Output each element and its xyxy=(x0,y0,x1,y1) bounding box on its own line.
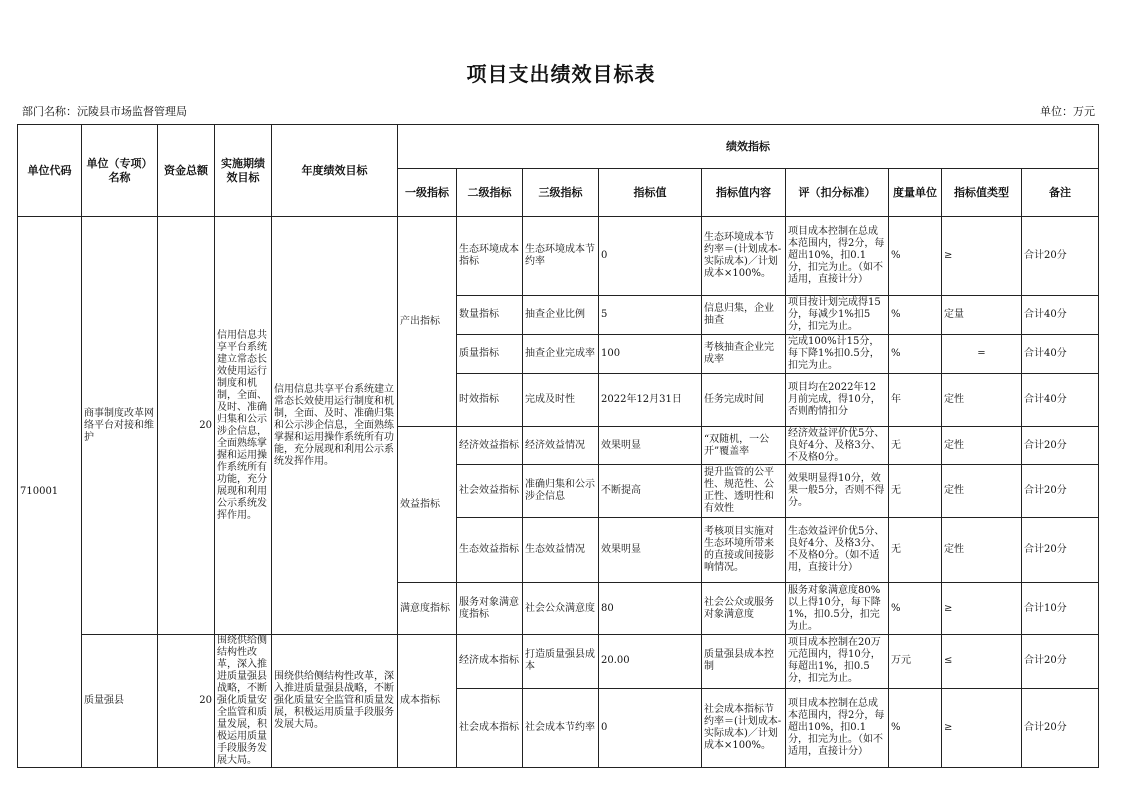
value-type-cell: 定性 xyxy=(942,374,1022,427)
level2-cell: 经济成本指标 xyxy=(457,635,523,689)
level1-satisfaction-cell: 满意度指标 xyxy=(398,583,457,635)
level3-cell: 完成及时性 xyxy=(523,374,599,427)
value-cell: 不断提高 xyxy=(599,465,702,518)
performance-target-table xyxy=(17,124,1099,768)
value-type-cell: ≥ xyxy=(942,688,1022,767)
measure-unit-cell: 无 xyxy=(889,465,942,518)
measure-unit-cell: % xyxy=(889,688,942,767)
header-unit-code: 单位代码 xyxy=(18,125,82,217)
remark-cell: 合计20分 xyxy=(1022,688,1099,767)
header-perf-indicators: 绩效指标 xyxy=(398,125,1099,169)
measure-unit-cell: 年 xyxy=(889,374,942,427)
value-type-cell: ≤ xyxy=(942,635,1022,689)
remark-cell: 合计40分 xyxy=(1022,374,1099,427)
level3-cell: 打造质量强县成本 xyxy=(523,635,599,689)
value-cell: 0 xyxy=(599,688,702,767)
value-cell: 效果明显 xyxy=(599,518,702,583)
scoring-cell: 项目均在2022年12月前完成，得10分，否则酌情扣分 xyxy=(786,374,889,427)
project-name-cell: 质量强县 xyxy=(82,635,158,768)
value-content-cell: 社会成本指标节约率＝(计划成本-实际成本)／计划成本×100%。 xyxy=(702,688,786,767)
level3-cell: 抽查企业完成率 xyxy=(523,335,599,374)
scoring-cell: 经济效益评价优5分、良好4分、及格3分、不及格0分。 xyxy=(786,427,889,465)
header-row-1 xyxy=(18,125,1099,169)
level3-cell: 生态环境成本节约率 xyxy=(523,217,599,296)
level3-cell: 生态效益情况 xyxy=(523,518,599,583)
level1-benefit-cell: 效益指标 xyxy=(398,427,457,583)
scoring-cell: 项目成本控制在总成本范围内，得2分，每超出10%，扣0.1分，扣完为止。（如不适用，直接计分） xyxy=(786,217,889,296)
level3-cell: 经济效益情况 xyxy=(523,427,599,465)
value-content-cell: 考核项目实施对生态环境所带来的直接或间接影响情况。 xyxy=(702,518,786,583)
level2-cell: 经济效益指标 xyxy=(457,427,523,465)
measure-unit-cell: % xyxy=(889,296,942,335)
value-content-cell: 考核抽查企业完成率 xyxy=(702,335,786,374)
measure-unit-cell: % xyxy=(889,217,942,296)
level2-cell: 质量指标 xyxy=(457,335,523,374)
remark-cell: 合计10分 xyxy=(1022,583,1099,635)
scoring-cell: 项目成本控制在总成本范围内，得2分，每超出10%，扣0.1分，扣完为止。（如不适用，直接计分） xyxy=(786,688,889,767)
header-period-goal: 实施期绩效目标 xyxy=(215,125,272,217)
header-value-type: 指标值类型 xyxy=(942,169,1022,217)
header-annual-goal: 年度绩效目标 xyxy=(272,125,398,217)
remark-cell: 合计20分 xyxy=(1022,427,1099,465)
value-type-cell: 定性 xyxy=(942,427,1022,465)
header-remark: 备注 xyxy=(1022,169,1099,217)
remark-cell: 合计20分 xyxy=(1022,635,1099,689)
header-scoring: 评（扣分标准） xyxy=(786,169,889,217)
value-content-cell: 社会公众或服务对象满意度 xyxy=(702,583,786,635)
unit-code-cell: 710001 xyxy=(18,217,82,768)
measure-unit-cell: 无 xyxy=(889,518,942,583)
fund-total-cell: 20 xyxy=(158,635,215,768)
fund-total-cell: 20 xyxy=(158,217,215,635)
level2-cell: 生态效益指标 xyxy=(457,518,523,583)
value-cell: 0 xyxy=(599,217,702,296)
page-title: 项目支出绩效目标表 xyxy=(466,62,656,86)
remark-cell: 合计40分 xyxy=(1022,296,1099,335)
value-content-cell: 质量强县成本控制 xyxy=(702,635,786,689)
measure-unit-cell: 无 xyxy=(889,427,942,465)
level3-cell: 准确归集和公示涉企信息 xyxy=(523,465,599,518)
period-goal-cell: 围绕供给侧结构性改革，深入推进质量强县战略，不断强化质量安全监管和质量发展，积极运用质量手段服务发展大局。 xyxy=(215,635,272,768)
table-row xyxy=(18,635,1099,689)
level3-cell: 社会成本节约率 xyxy=(523,688,599,767)
level2-cell: 生态环境成本指标 xyxy=(457,217,523,296)
value-type-cell: 定量 xyxy=(942,296,1022,335)
department-name: 部门名称：沅陵县市场监督管理局 xyxy=(22,105,187,118)
value-content-cell: 生态环境成本节约率＝(计划成本-实际成本)／计划成本×100%。 xyxy=(702,217,786,296)
value-type-cell: ≥ xyxy=(942,217,1022,296)
measure-unit-cell: % xyxy=(889,335,942,374)
value-cell: 2022年12月31日 xyxy=(599,374,702,427)
value-cell: 效果明显 xyxy=(599,427,702,465)
value-type-cell: = xyxy=(942,335,1022,374)
measure-unit-cell: 万元 xyxy=(889,635,942,689)
level2-cell: 社会效益指标 xyxy=(457,465,523,518)
value-cell: 80 xyxy=(599,583,702,635)
header-value-content: 指标值内容 xyxy=(702,169,786,217)
value-content-cell: 任务完成时间 xyxy=(702,374,786,427)
value-content-cell: 信息归集，企业抽查 xyxy=(702,296,786,335)
currency-unit: 单位：万元 xyxy=(1040,105,1095,118)
value-type-cell: 定性 xyxy=(942,518,1022,583)
level1-output-cell: 产出指标 xyxy=(398,217,457,427)
level2-cell: 数量指标 xyxy=(457,296,523,335)
remark-cell: 合计20分 xyxy=(1022,518,1099,583)
header-measure-unit: 度量单位 xyxy=(889,169,942,217)
period-goal-cell: 信用信息共享平台系统建立常态长效使用运行制度和机制，全面、及时、准确归集和公示涉企信息，全面熟练掌握和运用操作系统所有功能，充分展现和利用公示系统发挥作用。 xyxy=(215,217,272,635)
header-value: 指标值 xyxy=(599,169,702,217)
value-content-cell: 提升监管的公平性、规范性、公正性、透明性和有效性 xyxy=(702,465,786,518)
remark-cell: 合计40分 xyxy=(1022,335,1099,374)
level2-cell: 社会成本指标 xyxy=(457,688,523,767)
value-type-cell: ≥ xyxy=(942,583,1022,635)
remark-cell: 合计20分 xyxy=(1022,465,1099,518)
remark-cell: 合计20分 xyxy=(1022,217,1099,296)
level2-cell: 时效指标 xyxy=(457,374,523,427)
level3-cell: 抽查企业比例 xyxy=(523,296,599,335)
value-content-cell: “双随机，一公开”覆盖率 xyxy=(702,427,786,465)
level3-cell: 社会公众满意度 xyxy=(523,583,599,635)
project-name-cell: 商事制度改革网络平台对接和维护 xyxy=(82,217,158,635)
annual-goal-cell: 信用信息共享平台系统建立常态长效使用运行制度和机制，全面、及时、准确归集和公示涉企信息，全面熟练掌握和运用操作系统所有功能，充分展现和利用公示系统发挥作用。 xyxy=(272,217,398,635)
value-type-cell: 定性 xyxy=(942,465,1022,518)
header-unit-name: 单位（专项）名称 xyxy=(82,125,158,217)
value-cell: 5 xyxy=(599,296,702,335)
level2-cell: 服务对象满意度指标 xyxy=(457,583,523,635)
scoring-cell: 完成100%计15分，每下降1%扣0.5分，扣完为止。 xyxy=(786,335,889,374)
header-level1: 一级指标 xyxy=(398,169,457,217)
scoring-cell: 项目成本控制在20万元范围内，得10分，每超出1%，扣0.5分，扣完为止。 xyxy=(786,635,889,689)
value-cell: 100 xyxy=(599,335,702,374)
level1-cost-cell: 成本指标 xyxy=(398,635,457,768)
header-level3: 三级指标 xyxy=(523,169,599,217)
header-fund-total: 资金总额 xyxy=(158,125,215,217)
header-level2: 二级指标 xyxy=(457,169,523,217)
measure-unit-cell: % xyxy=(889,583,942,635)
value-cell: 20.00 xyxy=(599,635,702,689)
annual-goal-cell: 围绕供给侧结构性改革，深入推进质量强县战略，不断强化质量安全监管和质量发展，积极运用质量手段服务发展大局。 xyxy=(272,635,398,768)
scoring-cell: 效果明显得10分，效果一般5分，否则不得分。 xyxy=(786,465,889,518)
scoring-cell: 项目按计划完成得15分，每减少1%扣5分，扣完为止。 xyxy=(786,296,889,335)
scoring-cell: 生态效益评价优5分、良好4分、及格3分、不及格0分。（如不适用，直接计分） xyxy=(786,518,889,583)
table-row xyxy=(18,217,1099,296)
scoring-cell: 服务对象满意度80%以上得10分，每下降1%，扣0.5分，扣完为止。 xyxy=(786,583,889,635)
